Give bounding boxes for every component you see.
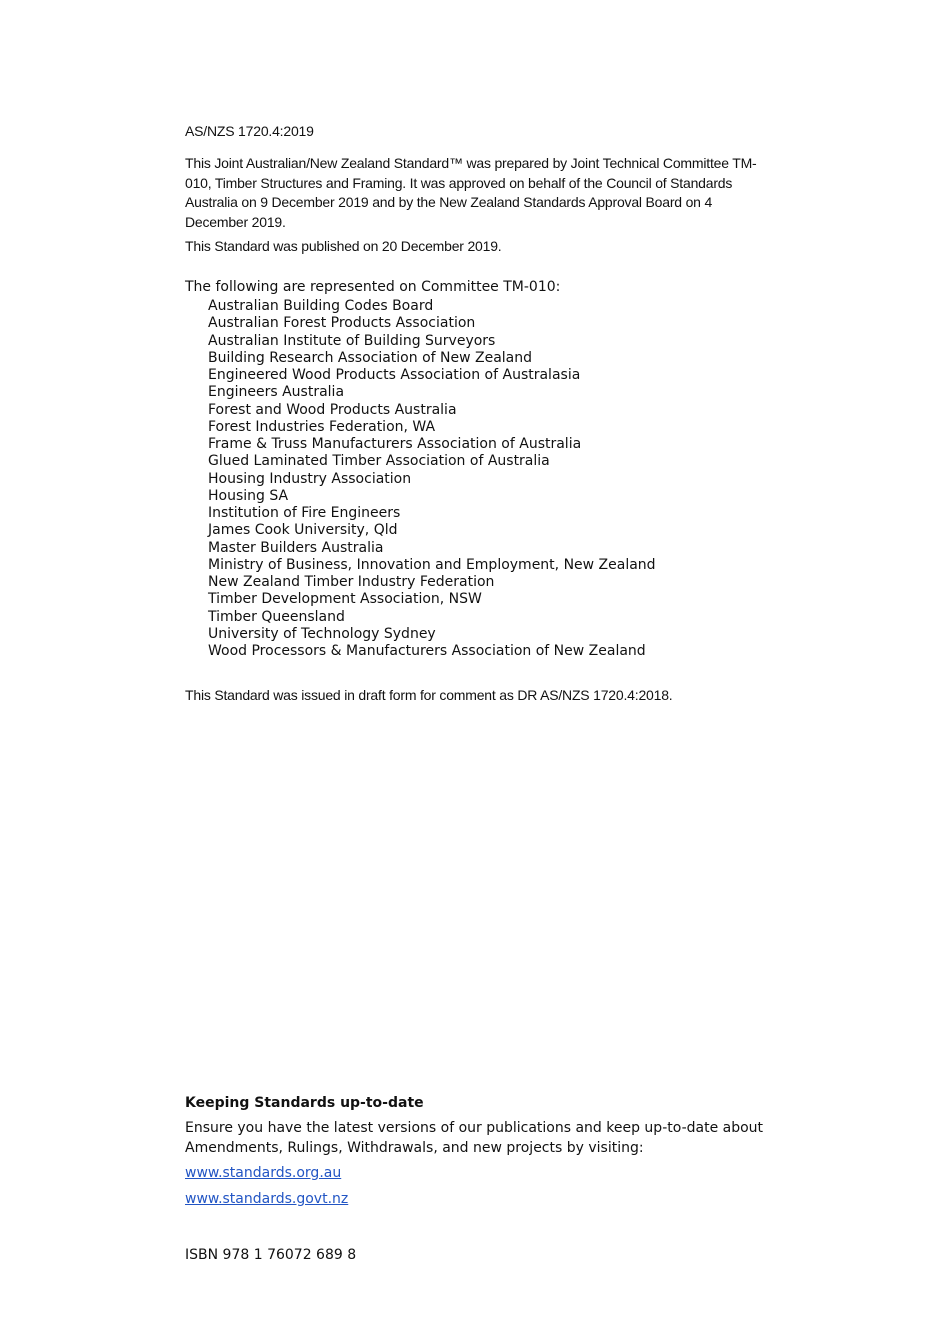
committee-member: Engineers Australia <box>208 384 345 401</box>
committee-member-list <box>208 298 656 660</box>
committee-member: Australian Institute of Building Surveyors <box>208 332 496 349</box>
committee-member: University of Technology Sydney <box>208 625 436 642</box>
draft-note: This Standard was issued in draft form for comment as DR AS/NZS 1720.4:2018. <box>185 687 673 703</box>
committee-member: Wood Processors & Manufacturers Association of New Zealand <box>208 643 646 659</box>
isbn-text: ISBN 978 1 76072 689 8 <box>185 1247 357 1263</box>
committee-member: Building Research Association of New Zealand <box>208 349 533 366</box>
committee-member: Australian Building Codes Board <box>208 298 434 314</box>
committee-member: Frame & Truss Manufacturers Association of Australia <box>208 436 582 452</box>
standards-nz-link[interactable]: www.standards.govt.nz <box>185 1191 349 1207</box>
committee-member: New Zealand Timber Industry Federation <box>208 574 495 590</box>
standards-australia-link[interactable]: www.standards.org.au <box>185 1165 342 1181</box>
committee-member: Housing SA <box>208 487 289 504</box>
committee-member: Master Builders Australia <box>208 539 384 556</box>
committee-member: James Cook University, Qld <box>208 522 398 539</box>
published-date-text: This Standard was published on 20 December 2019. <box>185 238 502 254</box>
keeping-up-to-date-heading: Keeping Standards up-to-date <box>185 1095 424 1111</box>
committee-member: Glued Laminated Timber Association of Australia <box>208 453 550 470</box>
standard-id: AS/NZS 1720.4:2019 <box>185 123 314 139</box>
committee-member: Forest Industries Federation, WA <box>208 418 436 435</box>
intro-paragraph: This Joint Australian/New Zealand Standard™ was prepared by Joint Technical Committee TM-010, Timber Structures and Framing. It was approved on behalf of the Council of Standards Australia on 9 December 2019 and by the New Zealand Standards Approval Board on 4 December 2019. <box>185 155 757 230</box>
committee-member: Australian Forest Products Association <box>208 315 476 332</box>
committee-member: Timber Queensland <box>208 608 345 625</box>
committee-member: Timber Development Association, NSW <box>208 591 482 608</box>
committee-member: Forest and Wood Products Australia <box>208 401 457 418</box>
committee-member: Ministry of Business, Innovation and Employment, New Zealand <box>208 556 656 573</box>
committee-member: Institution of Fire Engineers <box>208 505 401 521</box>
committee-member: Housing Industry Association <box>208 470 412 487</box>
committee-heading: The following are represented on Committee TM-010: <box>185 279 561 295</box>
committee-member: Engineered Wood Products Association of Australasia <box>208 367 581 383</box>
keeping-up-to-date-text: Ensure you have the latest versions of our publications and keep up-to-date about Amendments, Rulings, Withdrawals, and new projects by visiting: <box>185 1120 764 1156</box>
